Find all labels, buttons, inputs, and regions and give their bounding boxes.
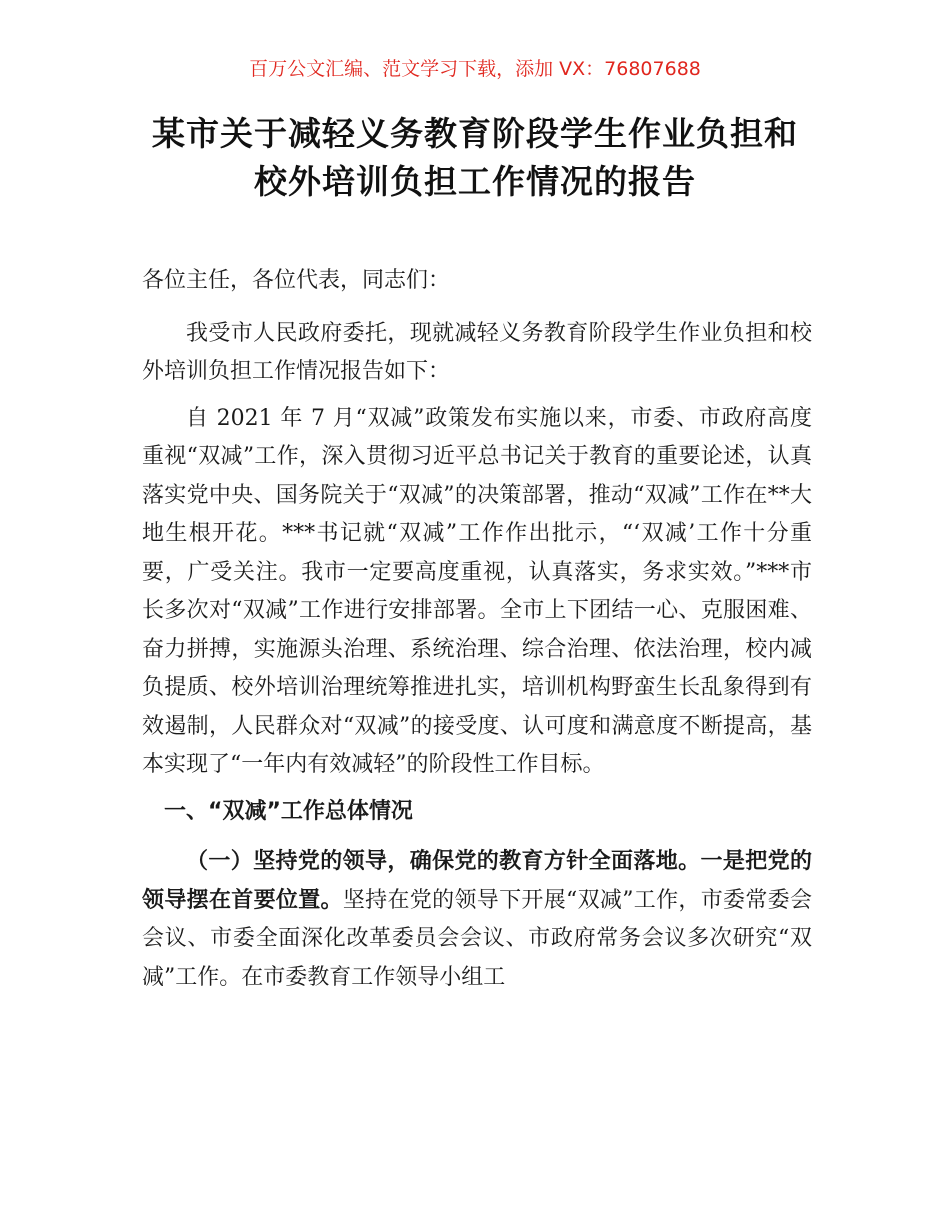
report-title-line-1: 某市关于减轻义务教育阶段学生作业负担和: [152, 114, 798, 153]
report-title: [100, 110, 850, 206]
salutation: 各位主任，各位代表，同志们：: [142, 268, 451, 293]
subsection-heading-1-1: （一）坚持党的领导，确保党的教育方针全面落地。一是把党的领导摆在首要位置。: [142, 849, 812, 913]
section-heading-1: 一、“双减”工作总体情况: [164, 798, 413, 824]
promo-banner: 百万公文汇编、范文学习下载，添加 VX：76807688: [249, 58, 701, 80]
paragraph-intro: 我受市人民政府委托，现就减轻义务教育阶段学生作业负担和校外培训负担工作情况报告如下：: [142, 320, 812, 384]
paragraph-overview: 自 2021 年 7 月“双减”政策发布实施以来，市委、市政府高度重视“双减”工作，深入贯彻习近平总书记关于教育的重要论述，认真落实党中央、国务院关于“双减”的决策部署，推动“双减”工作在**大地生根开花。***书记就“双减”工作作出批示，“‘双减’工作十分重要，广受关注。我市一定要高度重视，认真落实，务求实效。”***市长多次对“双减”工作进行安排部署。全市上下团结一心、克服困难、奋力拼搏，实施源头治理、系统治理、综合治理、依法治理，校内减负提质、校外培训治理统筹推进扎实，培训机构野蛮生长乱象得到有效遏制，人民群众对“双减”的接受度、认可度和满意度不断提高，基本实现了“一年内有效减轻”的阶段性工作目标。: [142, 405, 812, 777]
report-body: [142, 262, 812, 1005]
subsection-text-1-1: 坚持在党的领导下开展“双减”工作，市委常委会会议、市委全面深化改革委员会会议、市政府常务会议多次研究“双减”工作。在市委教育工作领导小组工: [142, 887, 812, 990]
report-title-line-2: 校外培训负担工作情况的报告: [254, 162, 696, 201]
paragraph-section-1-1: [142, 843, 812, 997]
